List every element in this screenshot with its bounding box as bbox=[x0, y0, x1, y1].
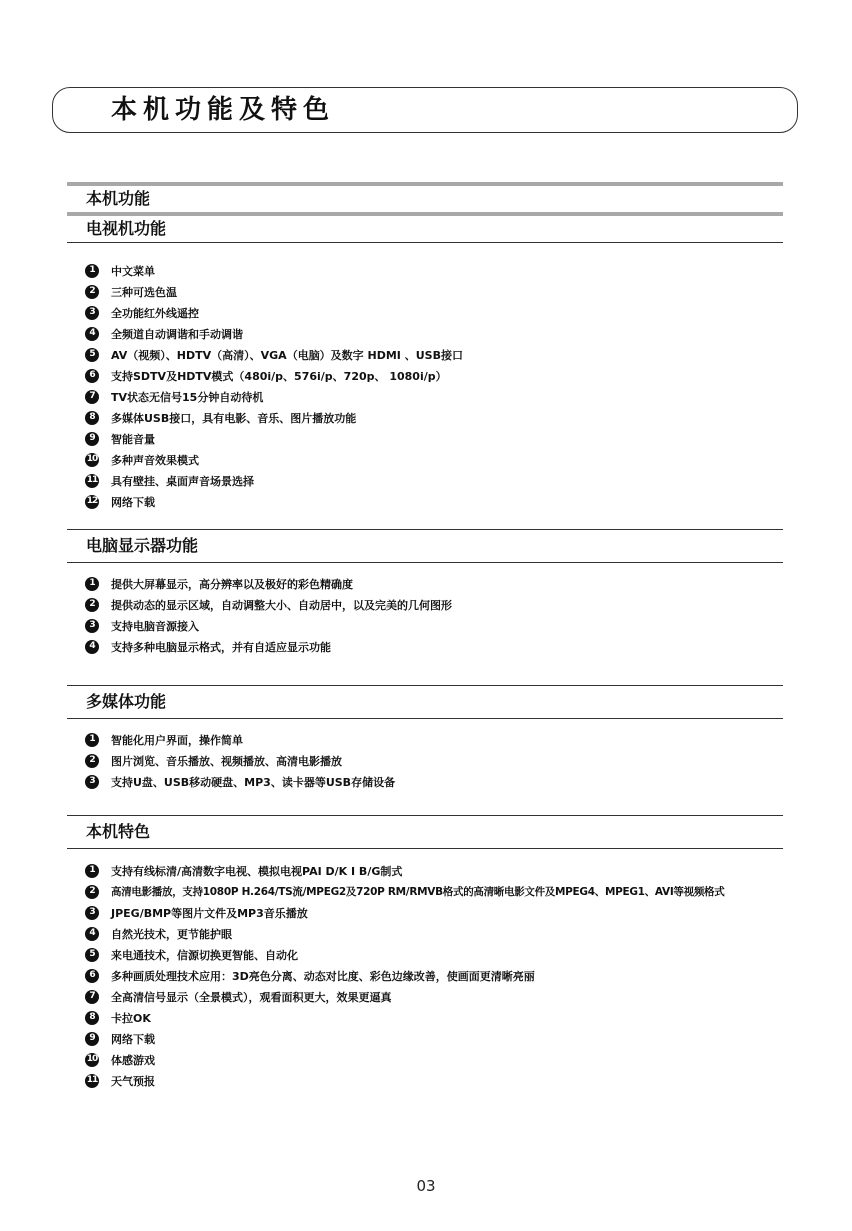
tv-heading: 电视机功能 bbox=[86, 219, 167, 238]
list-item bbox=[85, 365, 805, 386]
tv-items bbox=[85, 260, 805, 512]
page-number: 03 bbox=[416, 1177, 436, 1195]
list-item bbox=[85, 771, 805, 792]
list-item bbox=[85, 302, 805, 323]
number-badge: 3 bbox=[85, 306, 99, 320]
number-badge: 12 bbox=[85, 495, 99, 509]
number-badge: 2 bbox=[85, 754, 99, 768]
item-text: 提供大屏幕显示，高分辨率以及极好的彩色精确度 bbox=[111, 577, 353, 591]
list-item bbox=[85, 902, 805, 923]
item-text: 天气预报 bbox=[111, 1074, 155, 1088]
number-badge: 1 bbox=[85, 864, 99, 878]
item-text: 图片浏览、音乐播放、视频播放、高清电影播放 bbox=[111, 754, 342, 768]
number-badge: 1 bbox=[85, 577, 99, 591]
divider-line bbox=[67, 562, 783, 563]
list-item bbox=[85, 281, 805, 302]
item-text: AV（视频）、HDTV（高清）、VGA（电脑）及数字 HDMI 、USB接口 bbox=[111, 348, 463, 362]
number-badge: 6 bbox=[85, 969, 99, 983]
number-badge: 9 bbox=[85, 432, 99, 446]
number-badge: 9 bbox=[85, 1032, 99, 1046]
item-text: JPEG/BMP等图片文件及MP3音乐播放 bbox=[111, 906, 308, 920]
number-badge: 11 bbox=[85, 1074, 99, 1088]
features-header bbox=[67, 815, 783, 849]
list-item bbox=[85, 986, 805, 1007]
media-items bbox=[85, 729, 805, 792]
item-text: 网络下载 bbox=[111, 495, 155, 509]
list-item bbox=[85, 386, 805, 407]
list-item bbox=[85, 428, 805, 449]
list-item bbox=[85, 470, 805, 491]
pc-heading: 电脑显示器功能 bbox=[86, 536, 199, 555]
item-text: 支持SDTV及HDTV模式（480i/p、576i/p、720p、 1080i/p） bbox=[111, 369, 447, 383]
list-item bbox=[85, 260, 805, 281]
number-badge: 10 bbox=[85, 453, 99, 467]
item-text: 支持电脑音源接入 bbox=[111, 619, 199, 633]
item-text: 智能音量 bbox=[111, 432, 155, 446]
number-badge: 10 bbox=[85, 1053, 99, 1067]
list-item bbox=[85, 1049, 805, 1070]
item-text: 支持有线标清/高清数字电视、模拟电视PAI D/K I B/G制式 bbox=[111, 864, 403, 878]
divider-line bbox=[67, 242, 783, 243]
list-item bbox=[85, 573, 805, 594]
list-item bbox=[85, 323, 805, 344]
features-heading: 本机特色 bbox=[86, 822, 151, 841]
functions-header bbox=[67, 182, 783, 243]
item-text: 网络下载 bbox=[111, 1032, 155, 1046]
item-text: 来电通技术，信源切换更智能、自动化 bbox=[111, 948, 298, 962]
list-item bbox=[85, 1070, 805, 1091]
number-badge: 2 bbox=[85, 285, 99, 299]
number-badge: 1 bbox=[85, 264, 99, 278]
list-item bbox=[85, 923, 805, 944]
item-text: 三种可选色温 bbox=[111, 285, 177, 299]
item-text: 具有壁挂、桌面声音场景选择 bbox=[111, 474, 254, 488]
pc-header bbox=[67, 529, 783, 563]
item-text: 全频道自动调谐和手动调谐 bbox=[111, 327, 243, 341]
item-text: 支持多种电脑显示格式，并有自适应显示功能 bbox=[111, 640, 331, 654]
number-badge: 3 bbox=[85, 775, 99, 789]
title-box bbox=[52, 87, 798, 133]
number-badge: 4 bbox=[85, 327, 99, 341]
number-badge: 3 bbox=[85, 906, 99, 920]
number-badge: 5 bbox=[85, 948, 99, 962]
number-badge: 8 bbox=[85, 411, 99, 425]
pc-items bbox=[85, 573, 805, 657]
number-badge: 7 bbox=[85, 990, 99, 1004]
list-item bbox=[85, 729, 805, 750]
item-text: 中文菜单 bbox=[111, 264, 155, 278]
features-items bbox=[85, 860, 805, 1091]
item-text: 高清电影播放，支持1080P H.264/TS流/MPEG2及720P RM/RMVB格式的高清晰电影文件及MPEG4、MPEG1、AVI等视频格式 bbox=[111, 886, 725, 898]
functions-heading: 本机功能 bbox=[86, 189, 151, 208]
media-header bbox=[67, 685, 783, 719]
divider-line bbox=[67, 848, 783, 849]
item-text: 全功能红外线遥控 bbox=[111, 306, 199, 320]
number-badge: 7 bbox=[85, 390, 99, 404]
list-item bbox=[85, 944, 805, 965]
list-item bbox=[85, 491, 805, 512]
page-title: 本机功能及特色 bbox=[111, 95, 336, 125]
item-text: 卡拉OK bbox=[111, 1011, 151, 1025]
number-badge: 11 bbox=[85, 474, 99, 488]
list-item bbox=[85, 344, 805, 365]
number-badge: 4 bbox=[85, 640, 99, 654]
item-text: 多种声音效果模式 bbox=[111, 453, 199, 467]
number-badge: 2 bbox=[85, 885, 99, 899]
divider-line bbox=[67, 718, 783, 719]
number-badge: 2 bbox=[85, 598, 99, 612]
number-badge: 8 bbox=[85, 1011, 99, 1025]
item-text: 体感游戏 bbox=[111, 1053, 155, 1067]
list-item bbox=[85, 860, 805, 881]
list-item bbox=[85, 407, 805, 428]
list-item bbox=[85, 594, 805, 615]
list-item bbox=[85, 1007, 805, 1028]
list-item bbox=[85, 636, 805, 657]
list-item bbox=[85, 750, 805, 771]
number-badge: 5 bbox=[85, 348, 99, 362]
item-text: 多媒体USB接口，具有电影、音乐、图片播放功能 bbox=[111, 411, 357, 425]
item-text: TV状态无信号15分钟自动待机 bbox=[111, 390, 264, 404]
list-item bbox=[85, 881, 805, 902]
list-item bbox=[85, 1028, 805, 1049]
list-item bbox=[85, 615, 805, 636]
list-item bbox=[85, 965, 805, 986]
item-text: 自然光技术，更节能护眼 bbox=[111, 927, 232, 941]
item-text: 全高清信号显示（全景模式），观看面积更大，效果更逼真 bbox=[111, 990, 392, 1004]
item-text: 多种画质处理技术应用：3D亮色分离、动态对比度、彩色边缘改善，使画面更清晰亮丽 bbox=[111, 969, 535, 983]
item-text: 支持U盘、USB移动硬盘、MP3、读卡器等USB存储设备 bbox=[111, 775, 396, 789]
media-heading: 多媒体功能 bbox=[86, 692, 167, 711]
list-item bbox=[85, 449, 805, 470]
item-text: 提供动态的显示区域，自动调整大小、自动居中，以及完美的几何图形 bbox=[111, 598, 452, 612]
item-text: 智能化用户界面，操作简单 bbox=[111, 733, 243, 747]
number-badge: 3 bbox=[85, 619, 99, 633]
number-badge: 1 bbox=[85, 733, 99, 747]
number-badge: 6 bbox=[85, 369, 99, 383]
number-badge: 4 bbox=[85, 927, 99, 941]
